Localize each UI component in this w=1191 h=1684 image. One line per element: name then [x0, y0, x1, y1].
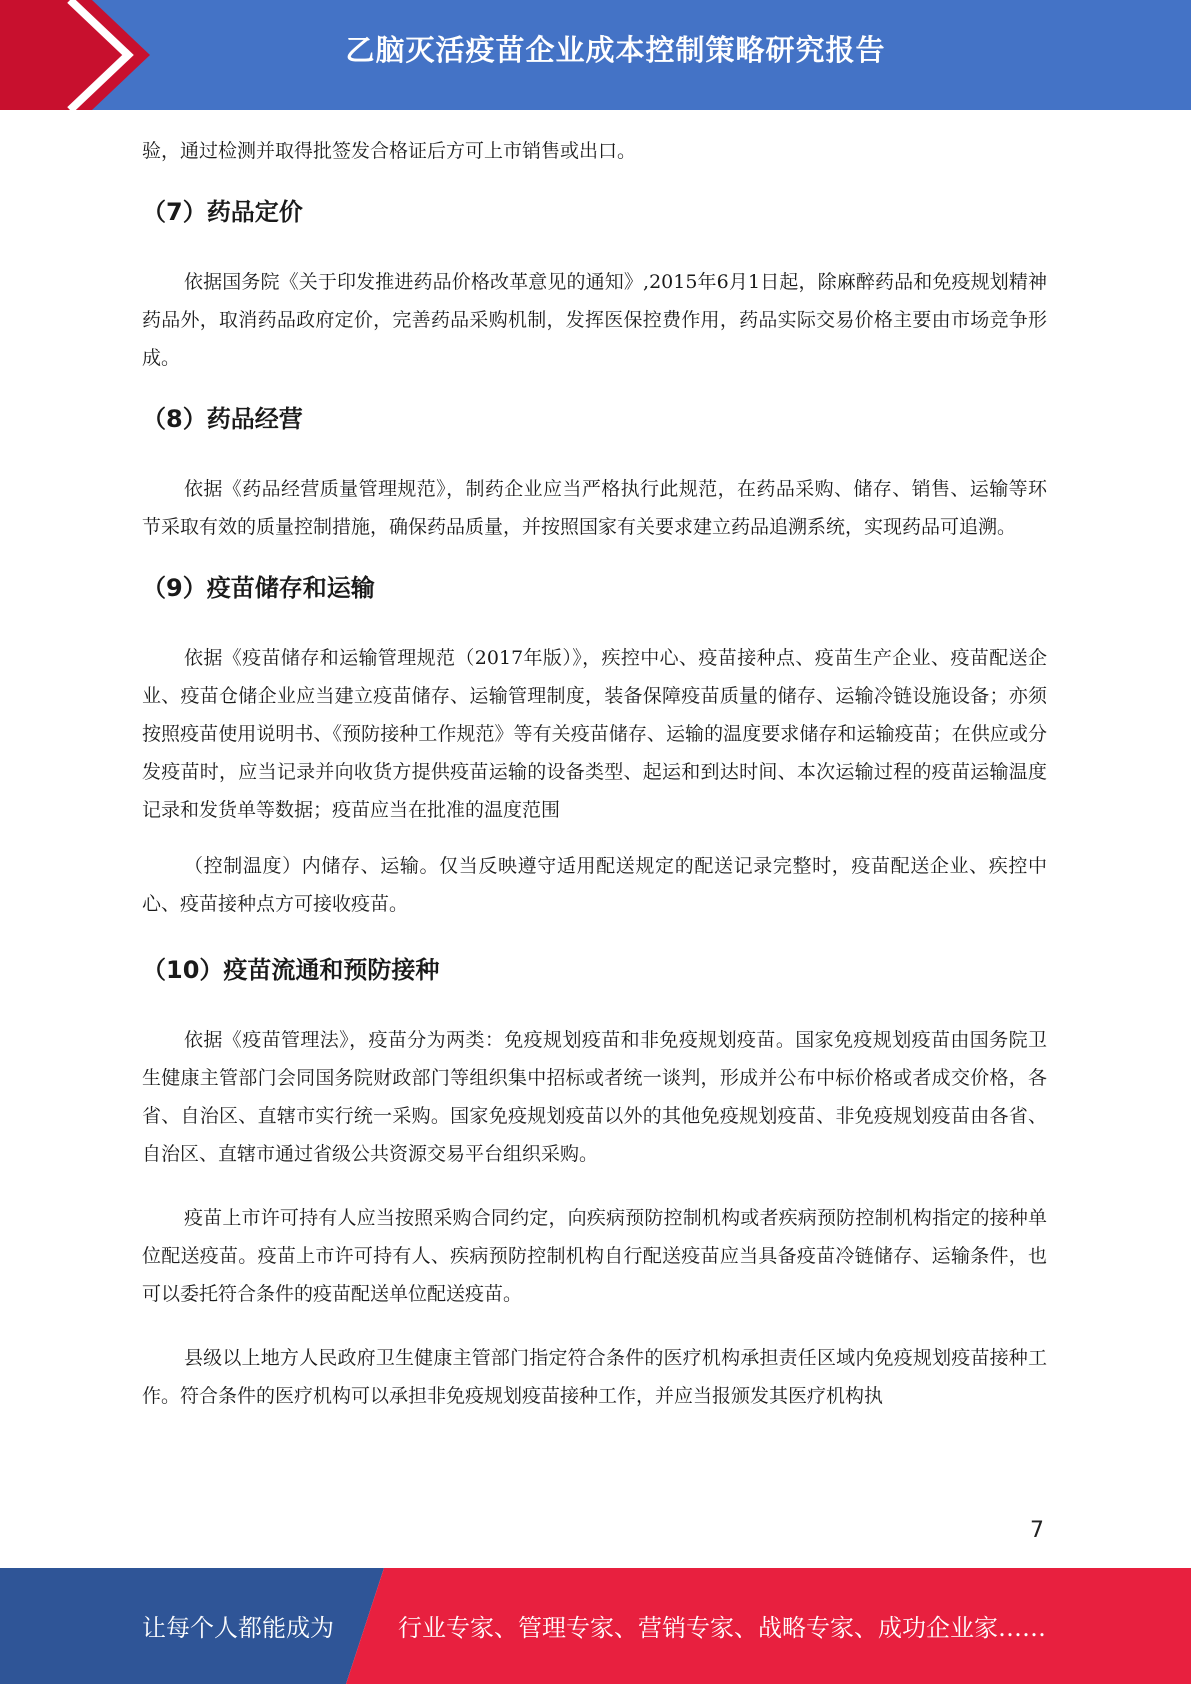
- footer-slogan-left: 让每个人都能成为: [142, 1614, 334, 1642]
- page-header: [0, 0, 1191, 110]
- report-title: 乙脑灭活疫苗企业成本控制策略研究报告: [345, 33, 886, 67]
- section-9-paragraph-2: （控制温度）内储存、运输。仅当反映遵守适用配送规定的配送记录完整时，疫苗配送企业、疾控中心、疫苗接种点方可接收疫苗。: [142, 855, 1047, 915]
- section-8-heading: （8）药品经营: [142, 405, 303, 433]
- page-footer: [0, 1568, 1191, 1684]
- section-7-heading: （7）药品定价: [142, 198, 303, 226]
- section-10-paragraph-1: 依据《疫苗管理法》，疫苗分为两类：免疫规划疫苗和非免疫规划疫苗。国家免疫规划疫苗由国务院卫生健康主管部门会同国务院财政部门等组织集中招标或者统一谈判，形成并公布中标价格或者成交价格，各省、自治区、直辖市实行统一采购。国家免疫规划疫苗以外的其他免疫规划疫苗、非免疫规划疫苗由各省、自治区、直辖市通过省级公共资源交易平台组织采购。: [142, 1029, 1047, 1165]
- section-10-paragraph-3: 县级以上地方人民政府卫生健康主管部门指定符合条件的医疗机构承担责任区域内免疫规划疫苗接种工作。符合条件的医疗机构可以承担非免疫规划疫苗接种工作，并应当报颁发其医疗机构执: [142, 1347, 1047, 1407]
- intro-continuation: 验，通过检测并取得批签发合格证后方可上市销售或出口。: [142, 140, 637, 162]
- section-8-paragraph: 依据《药品经营质量管理规范》，制药企业应当严格执行此规范，在药品采购、储存、销售、运输等环节采取有效的质量控制措施，确保药品质量，并按照国家有关要求建立药品追溯系统，实现药品可追溯。: [142, 478, 1047, 538]
- section-10-paragraph-2: 疫苗上市许可持有人应当按照采购合同约定，向疾病预防控制机构或者疾病预防控制机构指定的接种单位配送疫苗。疫苗上市许可持有人、疾病预防控制机构自行配送疫苗应当具备疫苗冷链储存、运输条件，也可以委托符合条件的疫苗配送单位配送疫苗。: [142, 1207, 1047, 1305]
- section-7-paragraph: 依据国务院《关于印发推进药品价格改革意见的通知》,2015年6月1日起，除麻醉药品和免疫规划精神药品外，取消药品政府定价，完善药品采购机制，发挥医保控费作用，药品实际交易价格主要由市场竞争形成。: [142, 271, 1047, 369]
- section-9-paragraph-1: 依据《疫苗储存和运输管理规范（2017年版）》，疾控中心、疫苗接种点、疫苗生产企业、疫苗配送企业、疫苗仓储企业应当建立疫苗储存、运输管理制度，装备保障疫苗质量的储存、运输冷链设施设备；亦须按照疫苗使用说明书、《预防接种工作规范》等有关疫苗储存、运输的温度要求储存和运输疫苗；在供应或分发疫苗时，应当记录并向收货方提供疫苗运输的设备类型、起运和到达时间、本次运输过程的疫苗运输温度记录和发货单等数据；疫苗应当在批准的温度范围: [142, 647, 1047, 821]
- page-content: [142, 132, 1047, 1415]
- section-10-heading: （10）疫苗流通和预防接种: [142, 956, 440, 984]
- page-number: 7: [1030, 1518, 1044, 1543]
- footer-slogan-right: 行业专家、管理专家、营销专家、战略专家、成功企业家……: [398, 1614, 1046, 1642]
- section-9-heading: （9）疫苗储存和运输: [142, 574, 375, 602]
